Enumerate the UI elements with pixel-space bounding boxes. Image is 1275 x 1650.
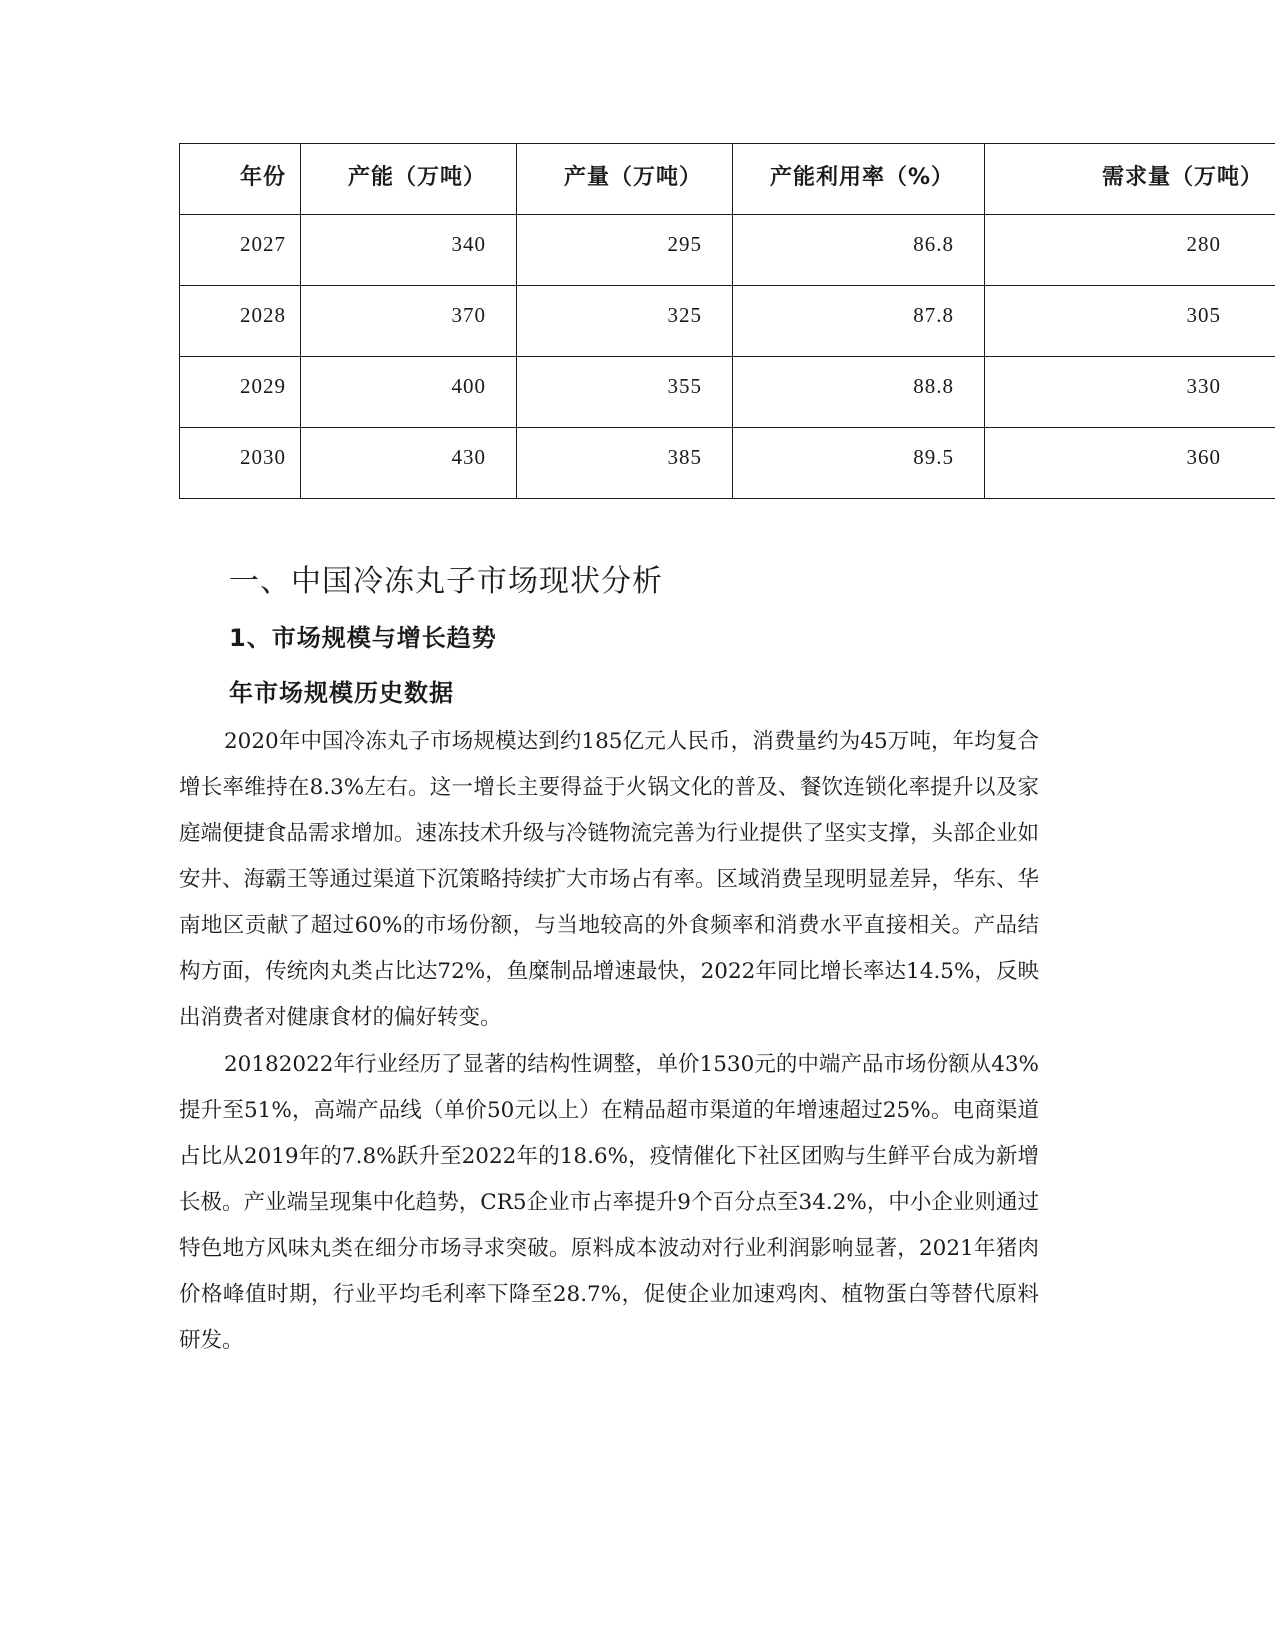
cell-output: 355	[517, 357, 733, 428]
cell-capacity: 370	[301, 286, 517, 357]
table-row	[180, 428, 1275, 499]
cell-capacity: 400	[301, 357, 517, 428]
cell-year: 2030	[180, 428, 301, 499]
table-row	[180, 215, 1275, 286]
cell-utilization: 88.8	[733, 357, 985, 428]
cell-utilization: 89.5	[733, 428, 985, 499]
cell-year: 2028	[180, 286, 301, 357]
cell-capacity: 430	[301, 428, 517, 499]
cell-demand: 280	[985, 215, 1275, 286]
header-year: 年份	[180, 144, 301, 215]
header-demand: 需求量（万吨）	[985, 144, 1275, 215]
capacity-table	[179, 143, 1275, 499]
subsubsection-title: 年市场规模历史数据	[229, 679, 454, 707]
body-paragraph: 2020年中国冷冻丸子市场规模达到约185亿元人民币，消费量约为45万吨，年均复合增长率维持在8.3%左右。这一增长主要得益于火锅文化的普及、餐饮连锁化率提升以及家庭端便捷食品需求增加。速冻技术升级与冷链物流完善为行业提供了坚实支撑，头部企业如安井、海霸王等通过渠道下沉策略持续扩大市场占有率。区域消费呈现明显差异，华东、华南地区贡献了超过60%的市场份额，与当地较高的外食频率和消费水平直接相关。产品结构方面，传统肉丸类占比达72%，鱼糜制品增速最快，2022年同比增长率达14.5%，反映出消费者对健康食材的偏好转变。	[179, 729, 1040, 1030]
cell-demand: 360	[985, 428, 1275, 499]
body-paragraph: 20182022年行业经历了显著的结构性调整，单价1530元的中端产品市场份额从43%提升至51%，高端产品线（单价50元以上）在精品超市渠道的年增速超过25%。电商渠道占比从2019年的7.8%跃升至2022年的18.6%，疫情催化下社区团购与生鲜平台成为新增长极。产业端呈现集中化趋势，CR5企业市占率提升9个百分点至34.2%，中小企业则通过特色地方风味丸类在细分市场寻求突破。原料成本波动对行业利润影响显著，2021年猪肉价格峰值时期，行业平均毛利率下降至28.7%，促使企业加速鸡肉、植物蛋白等替代原料研发。	[179, 1052, 1039, 1353]
cell-year: 2027	[180, 215, 301, 286]
header-utilization: 产能利用率（%）	[733, 144, 985, 215]
section-title: 一、中国冷冻丸子市场现状分析	[229, 564, 663, 599]
cell-utilization: 87.8	[733, 286, 985, 357]
header-capacity: 产能（万吨）	[301, 144, 517, 215]
cell-utilization: 86.8	[733, 215, 985, 286]
header-output: 产量（万吨）	[517, 144, 733, 215]
cell-year: 2029	[180, 357, 301, 428]
cell-output: 325	[517, 286, 733, 357]
table-row	[180, 357, 1275, 428]
cell-output: 385	[517, 428, 733, 499]
cell-output: 295	[517, 215, 733, 286]
cell-capacity: 340	[301, 215, 517, 286]
cell-demand: 305	[985, 286, 1275, 357]
table-row	[180, 286, 1275, 357]
subsection-title: 1、市场规模与增长趋势	[229, 624, 497, 652]
table-header-row	[180, 144, 1275, 215]
cell-demand: 330	[985, 357, 1275, 428]
